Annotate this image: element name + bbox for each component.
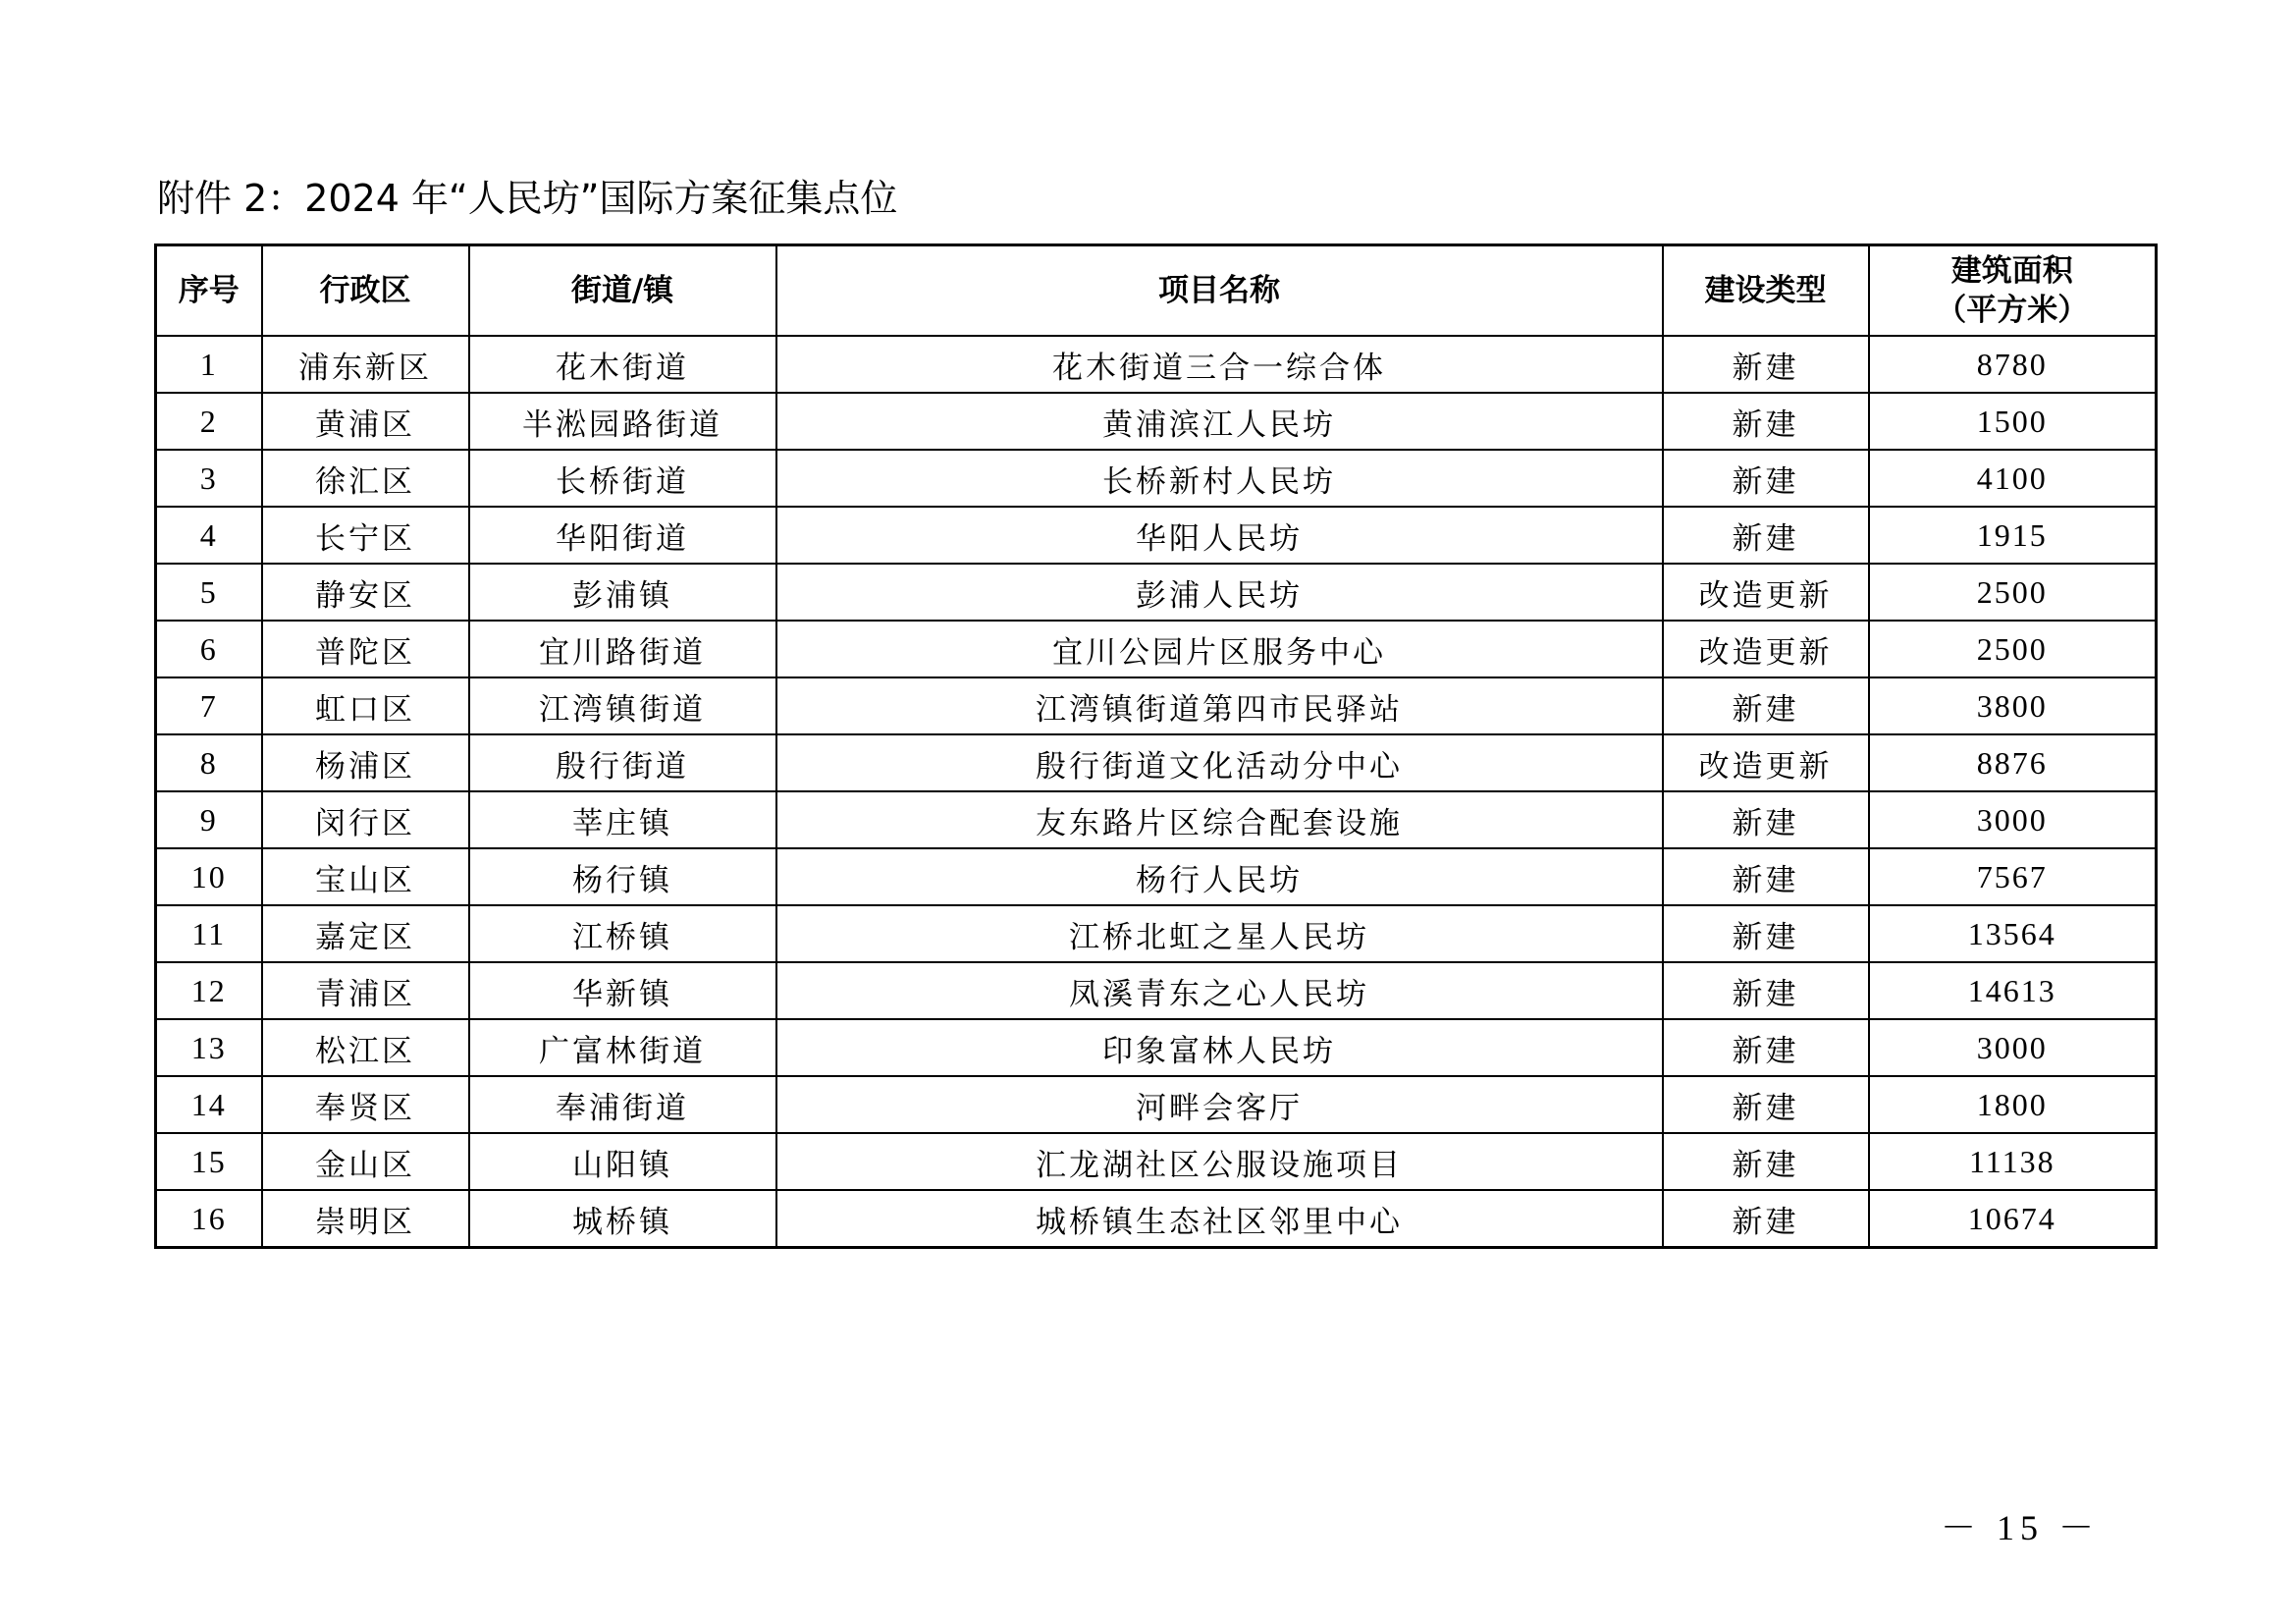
cell-type: 新建: [1663, 1019, 1869, 1076]
cell-type: 新建: [1663, 450, 1869, 507]
cell-index: 3: [156, 450, 262, 507]
cell-project: 长桥新村人民坊: [776, 450, 1663, 507]
table-row: [156, 848, 2157, 905]
cell-district: 虹口区: [262, 677, 469, 734]
cell-index: 2: [156, 393, 262, 450]
cell-index: 1: [156, 336, 262, 393]
cell-project: 彭浦人民坊: [776, 564, 1663, 621]
cell-street: 宜川路街道: [469, 621, 776, 677]
cell-street: 城桥镇: [469, 1190, 776, 1248]
header-area-line1: 建筑面积: [1950, 253, 2073, 289]
cell-street: 华新镇: [469, 962, 776, 1019]
cell-index: 6: [156, 621, 262, 677]
table-row: [156, 621, 2157, 677]
cell-district: 宝山区: [262, 848, 469, 905]
page-number: － 15 －: [1940, 1508, 2100, 1547]
cell-area: 1915: [1869, 507, 2157, 564]
cell-district: 黄浦区: [262, 393, 469, 450]
cell-area: 1800: [1869, 1076, 2157, 1133]
cell-type: 新建: [1663, 1133, 1869, 1190]
cell-district: 长宁区: [262, 507, 469, 564]
cell-district: 金山区: [262, 1133, 469, 1190]
cell-area: 8876: [1869, 734, 2157, 791]
cell-district: 普陀区: [262, 621, 469, 677]
cell-type: 新建: [1663, 1076, 1869, 1133]
cell-area: 7567: [1869, 848, 2157, 905]
header-district: 行政区: [262, 245, 469, 337]
table-body: [156, 336, 2157, 1248]
cell-project: 殷行街道文化活动分中心: [776, 734, 1663, 791]
table-row: [156, 1076, 2157, 1133]
table-row: [156, 1133, 2157, 1190]
cell-project: 河畔会客厅: [776, 1076, 1663, 1133]
cell-street: 半淞园路街道: [469, 393, 776, 450]
header-street: 街道/镇: [469, 245, 776, 337]
cell-district: 浦东新区: [262, 336, 469, 393]
cell-district: 闵行区: [262, 791, 469, 848]
cell-index: 4: [156, 507, 262, 564]
cell-type: 改造更新: [1663, 564, 1869, 621]
table-row: [156, 1190, 2157, 1248]
cell-street: 杨行镇: [469, 848, 776, 905]
cell-type: 新建: [1663, 336, 1869, 393]
table-row: [156, 791, 2157, 848]
cell-type: 新建: [1663, 905, 1869, 962]
cell-street: 江桥镇: [469, 905, 776, 962]
cell-street: 山阳镇: [469, 1133, 776, 1190]
header-area: [1869, 245, 2157, 337]
cell-area: 8780: [1869, 336, 2157, 393]
cell-project: 江湾镇街道第四市民驿站: [776, 677, 1663, 734]
table-row: [156, 507, 2157, 564]
cell-project: 杨行人民坊: [776, 848, 1663, 905]
header-project: 项目名称: [776, 245, 1663, 337]
header-index: 序号: [156, 245, 262, 337]
table-row: [156, 905, 2157, 962]
cell-type: 新建: [1663, 848, 1869, 905]
header-area-line2: （平方米）: [1936, 293, 2089, 328]
cell-type: 新建: [1663, 677, 1869, 734]
cell-street: 花木街道: [469, 336, 776, 393]
cell-index: 12: [156, 962, 262, 1019]
cell-project: 江桥北虹之星人民坊: [776, 905, 1663, 962]
cell-street: 江湾镇街道: [469, 677, 776, 734]
cell-street: 华阳街道: [469, 507, 776, 564]
cell-district: 青浦区: [262, 962, 469, 1019]
cell-index: 10: [156, 848, 262, 905]
cell-district: 嘉定区: [262, 905, 469, 962]
cell-index: 14: [156, 1076, 262, 1133]
cell-street: 殷行街道: [469, 734, 776, 791]
cell-area: 10674: [1869, 1190, 2157, 1248]
table-row: [156, 734, 2157, 791]
table-row: [156, 1019, 2157, 1076]
table-header-row: [156, 245, 2157, 337]
project-points-table: [154, 244, 2158, 1249]
table-row: [156, 393, 2157, 450]
cell-type: 新建: [1663, 791, 1869, 848]
cell-area: 14613: [1869, 962, 2157, 1019]
table-row: [156, 962, 2157, 1019]
cell-district: 崇明区: [262, 1190, 469, 1248]
cell-area: 4100: [1869, 450, 2157, 507]
table-row: [156, 564, 2157, 621]
table-row: [156, 677, 2157, 734]
cell-area: 3000: [1869, 1019, 2157, 1076]
cell-index: 11: [156, 905, 262, 962]
cell-area: 13564: [1869, 905, 2157, 962]
cell-area: 3000: [1869, 791, 2157, 848]
cell-area: 3800: [1869, 677, 2157, 734]
cell-index: 9: [156, 791, 262, 848]
cell-district: 静安区: [262, 564, 469, 621]
cell-index: 5: [156, 564, 262, 621]
cell-type: 改造更新: [1663, 734, 1869, 791]
cell-area: 2500: [1869, 621, 2157, 677]
cell-district: 徐汇区: [262, 450, 469, 507]
cell-district: 杨浦区: [262, 734, 469, 791]
cell-area: 1500: [1869, 393, 2157, 450]
cell-type: 新建: [1663, 1190, 1869, 1248]
cell-project: 凤溪青东之心人民坊: [776, 962, 1663, 1019]
cell-project: 花木街道三合一综合体: [776, 336, 1663, 393]
cell-project: 友东路片区综合配套设施: [776, 791, 1663, 848]
cell-index: 8: [156, 734, 262, 791]
cell-project: 黄浦滨江人民坊: [776, 393, 1663, 450]
cell-area: 11138: [1869, 1133, 2157, 1190]
table-row: [156, 450, 2157, 507]
cell-street: 彭浦镇: [469, 564, 776, 621]
cell-district: 奉贤区: [262, 1076, 469, 1133]
cell-type: 新建: [1663, 393, 1869, 450]
cell-index: 7: [156, 677, 262, 734]
table-row: [156, 336, 2157, 393]
cell-project: 宜川公园片区服务中心: [776, 621, 1663, 677]
cell-index: 16: [156, 1190, 262, 1248]
cell-index: 15: [156, 1133, 262, 1190]
header-type: 建设类型: [1663, 245, 1869, 337]
cell-type: 新建: [1663, 962, 1869, 1019]
document-title: 附件 2：2024 年“人民坊”国际方案征集点位: [157, 177, 898, 220]
cell-type: 改造更新: [1663, 621, 1869, 677]
cell-project: 华阳人民坊: [776, 507, 1663, 564]
cell-street: 广富林街道: [469, 1019, 776, 1076]
cell-street: 莘庄镇: [469, 791, 776, 848]
cell-project: 汇龙湖社区公服设施项目: [776, 1133, 1663, 1190]
cell-index: 13: [156, 1019, 262, 1076]
cell-project: 城桥镇生态社区邻里中心: [776, 1190, 1663, 1248]
cell-street: 长桥街道: [469, 450, 776, 507]
cell-project: 印象富林人民坊: [776, 1019, 1663, 1076]
cell-street: 奉浦街道: [469, 1076, 776, 1133]
cell-area: 2500: [1869, 564, 2157, 621]
cell-type: 新建: [1663, 507, 1869, 564]
cell-district: 松江区: [262, 1019, 469, 1076]
